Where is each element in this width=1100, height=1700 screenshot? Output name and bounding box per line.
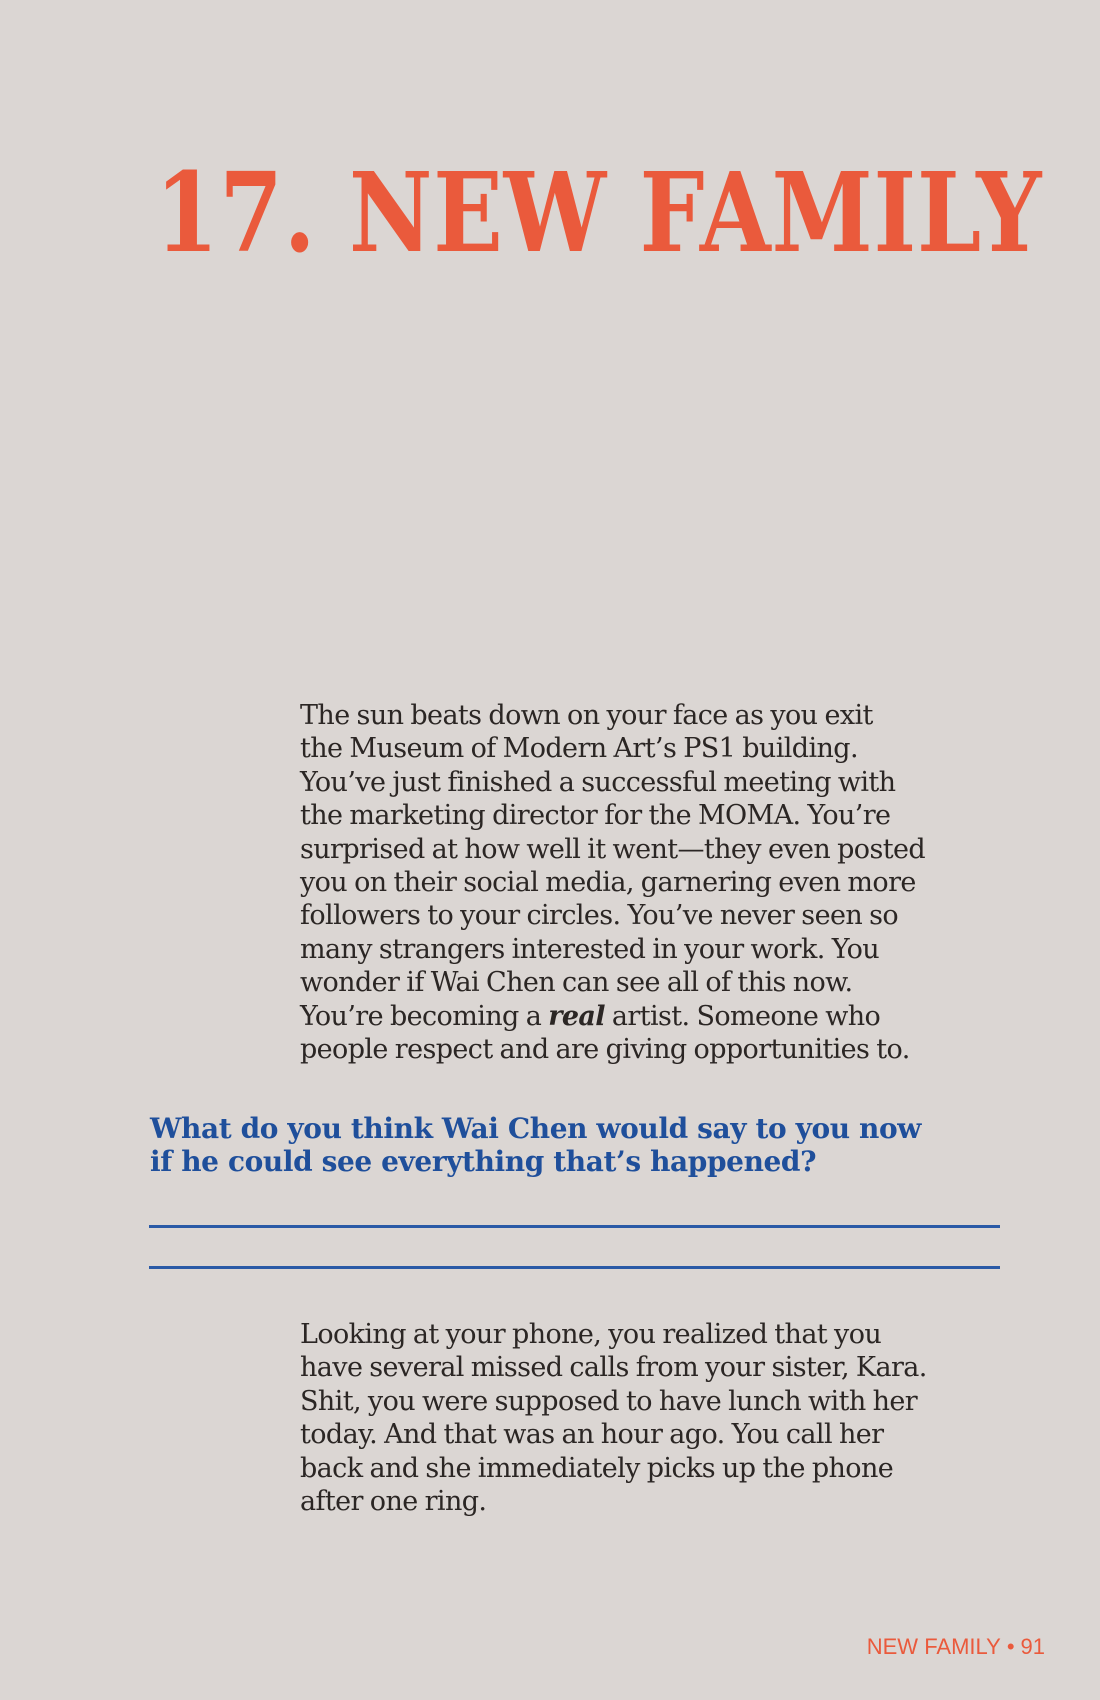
prompt-line: if he could see everything that’s happened? [150, 1145, 817, 1178]
paragraph-line: the marketing director for the MOMA. You’re [300, 800, 891, 832]
footer-separator: • [1006, 1634, 1015, 1659]
paragraph-line: the Museum of Modern Art’s PS1 building. [300, 733, 858, 765]
prompt-line: What do you think Wai Chen would say to you now [150, 1112, 921, 1145]
paragraph-line: Shit, you were supposed to have lunch with her [300, 1385, 918, 1417]
paragraph-line-with-emphasis [300, 1000, 1010, 1033]
paragraph-line: back and she immediately picks up the phone [300, 1452, 894, 1484]
story-paragraph-2 [300, 1318, 1010, 1518]
paragraph-line: surprised at how well it went—they even posted [300, 833, 926, 865]
footer-section-title: NEW FAMILY [866, 1634, 1001, 1659]
page-footer [867, 1634, 1045, 1660]
line-text-after-emphasis: artist. Someone who [604, 1000, 881, 1032]
paragraph-line: have several missed calls from your sister, Kara. [300, 1352, 927, 1384]
story-paragraph-1 [300, 699, 1010, 1066]
paragraph-line: you on their social media, garnering even more [300, 867, 916, 899]
emphasized-word: real [548, 1000, 605, 1032]
chapter-title: 17. NEW FAMILY [155, 148, 1043, 277]
answer-line[interactable] [149, 1225, 1000, 1228]
answer-line[interactable] [149, 1266, 1000, 1269]
page-number: 91 [1020, 1634, 1045, 1659]
paragraph-line: You’ve just finished a successful meeting with [300, 766, 896, 798]
paragraph-line: The sun beats down on your face as you exit [300, 700, 873, 731]
paragraph-line: Looking at your phone, you realized that you [300, 1319, 882, 1350]
paragraph-line: people respect and are giving opportunities to. [300, 1034, 910, 1066]
paragraph-line: today. And that was an hour ago. You call her [300, 1419, 884, 1451]
reflection-prompt [150, 1112, 1010, 1178]
line-text-before-emphasis: You’re becoming a [300, 1000, 549, 1032]
paragraph-line: many strangers interested in your work. You [300, 933, 880, 965]
paragraph-line: after one ring. [300, 1486, 487, 1518]
paragraph-line: wonder if Wai Chen can see all of this now. [300, 967, 853, 999]
paragraph-line: followers to your circles. You’ve never seen so [300, 900, 899, 932]
